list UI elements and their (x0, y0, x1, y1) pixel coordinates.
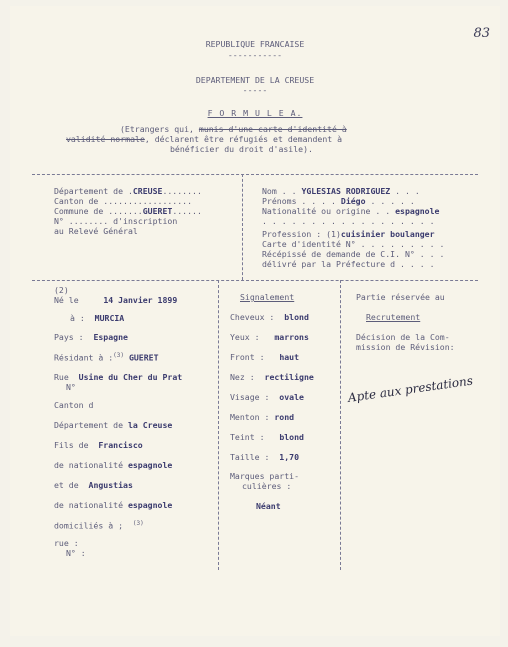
rue-2-line: rue : (54, 538, 79, 548)
col-divider-1 (218, 280, 219, 570)
residant-line: Résidant à :$^{(3)}$ GUERET (54, 352, 159, 363)
dept-line: Département de .CREUSE........ (54, 186, 202, 196)
header-republic: REPUBLIQUE FRANCAISE (205, 39, 305, 49)
handwritten-decision: Apte aux prestations (347, 373, 474, 405)
ne-le-line: Né le 14 Janvier 1899 (54, 295, 178, 305)
numero-inscription-line: N° ........ d'inscription (54, 216, 178, 226)
canton-line: Canton de .................. (54, 196, 193, 206)
top-divider (32, 174, 478, 175)
canton-d-line: Canton d (54, 400, 94, 410)
profession-line: Profession : (1)cuisinier boulanger (262, 229, 435, 239)
intro-line-2: validité normale, déclarent être réfugiés et demandent à (66, 134, 343, 144)
formule-title: F O R M U L E A. (207, 108, 303, 118)
header-dashes-1: ----------- (227, 50, 283, 60)
numero-line: N° (66, 382, 76, 392)
nationalite-line: Nationalité ou origine . . espagnole (262, 206, 440, 216)
dots-line: . . . . . . . . . . . . . . . . . . (262, 216, 435, 226)
middle-divider (32, 280, 478, 281)
decision-line-1: Décision de la Com- (356, 332, 450, 342)
header-dashes-2: ----- (242, 85, 268, 95)
nationalite-mere-line: de nationalité espagnole (54, 500, 173, 510)
marques-label-2: culières : (242, 481, 292, 491)
marques-label-1: Marques parti- (230, 471, 300, 481)
top-vertical-divider (242, 174, 243, 280)
menton-line: Menton : rond (230, 412, 295, 422)
carte-identite-line: Carte d'identité N° . . . . . . . . . (262, 239, 445, 249)
fils-line: Fils de Francisco (54, 440, 143, 450)
note-2: (2) (54, 285, 69, 295)
nom-line: Nom . . YGLESIAS RODRIGUEZ . . . (262, 186, 420, 196)
delivre-line: délivré par la Préfecture d . . . . (262, 259, 435, 269)
rue-line: Rue Usine du Cher du Prat (54, 372, 183, 382)
departement-line: Département de la Creuse (54, 420, 173, 430)
cheveux-line: Cheveux : blond (230, 312, 309, 322)
marques-value: Néant (256, 501, 281, 511)
domicilies-line: domiciliés à ; $^{(3)}$ (54, 520, 144, 531)
front-line: Front : haut (230, 352, 300, 362)
a-line: à : MURCIA (70, 313, 125, 323)
commune-line: Commune de .......GUERET...... (54, 206, 202, 216)
col-divider-2 (340, 280, 341, 570)
releve-line: au Relevé Général (54, 226, 138, 236)
pays-line: Pays : Espagne (54, 332, 128, 342)
document-page (10, 6, 500, 636)
numero-2-line: N° : (66, 548, 86, 558)
intro-line-1: (Etrangers qui, munis d'une carte d'identité à (120, 124, 347, 134)
nationalite-pere-line: de nationalité espagnole (54, 460, 173, 470)
intro-line-3: bénéficier du droit d'asile). (170, 144, 313, 154)
visage-line: Visage : ovale (230, 392, 304, 402)
folio-number: 83 (473, 26, 490, 41)
header-department: DEPARTEMENT DE LA CREUSE (195, 75, 315, 85)
yeux-line: Yeux : marrons (230, 332, 309, 342)
decision-line-2: mission de Révision: (356, 342, 455, 352)
recepisse-line: Récépissé de demande de C.I. N° . . . (262, 249, 445, 259)
nez-line: Nez : rectiligne (230, 372, 314, 382)
recrutement-title: Recrutement (366, 312, 421, 322)
et-de-line: et de Angustias (54, 480, 133, 490)
signalement-title: Signalement (240, 292, 295, 302)
partie-reservee: Partie réservée au (356, 292, 445, 302)
taille-line: Taille : 1,70 (230, 452, 300, 462)
prenoms-line: Prénoms . . . . Diégo . . . . . (262, 196, 415, 206)
teint-line: Teint : blond (230, 432, 304, 442)
